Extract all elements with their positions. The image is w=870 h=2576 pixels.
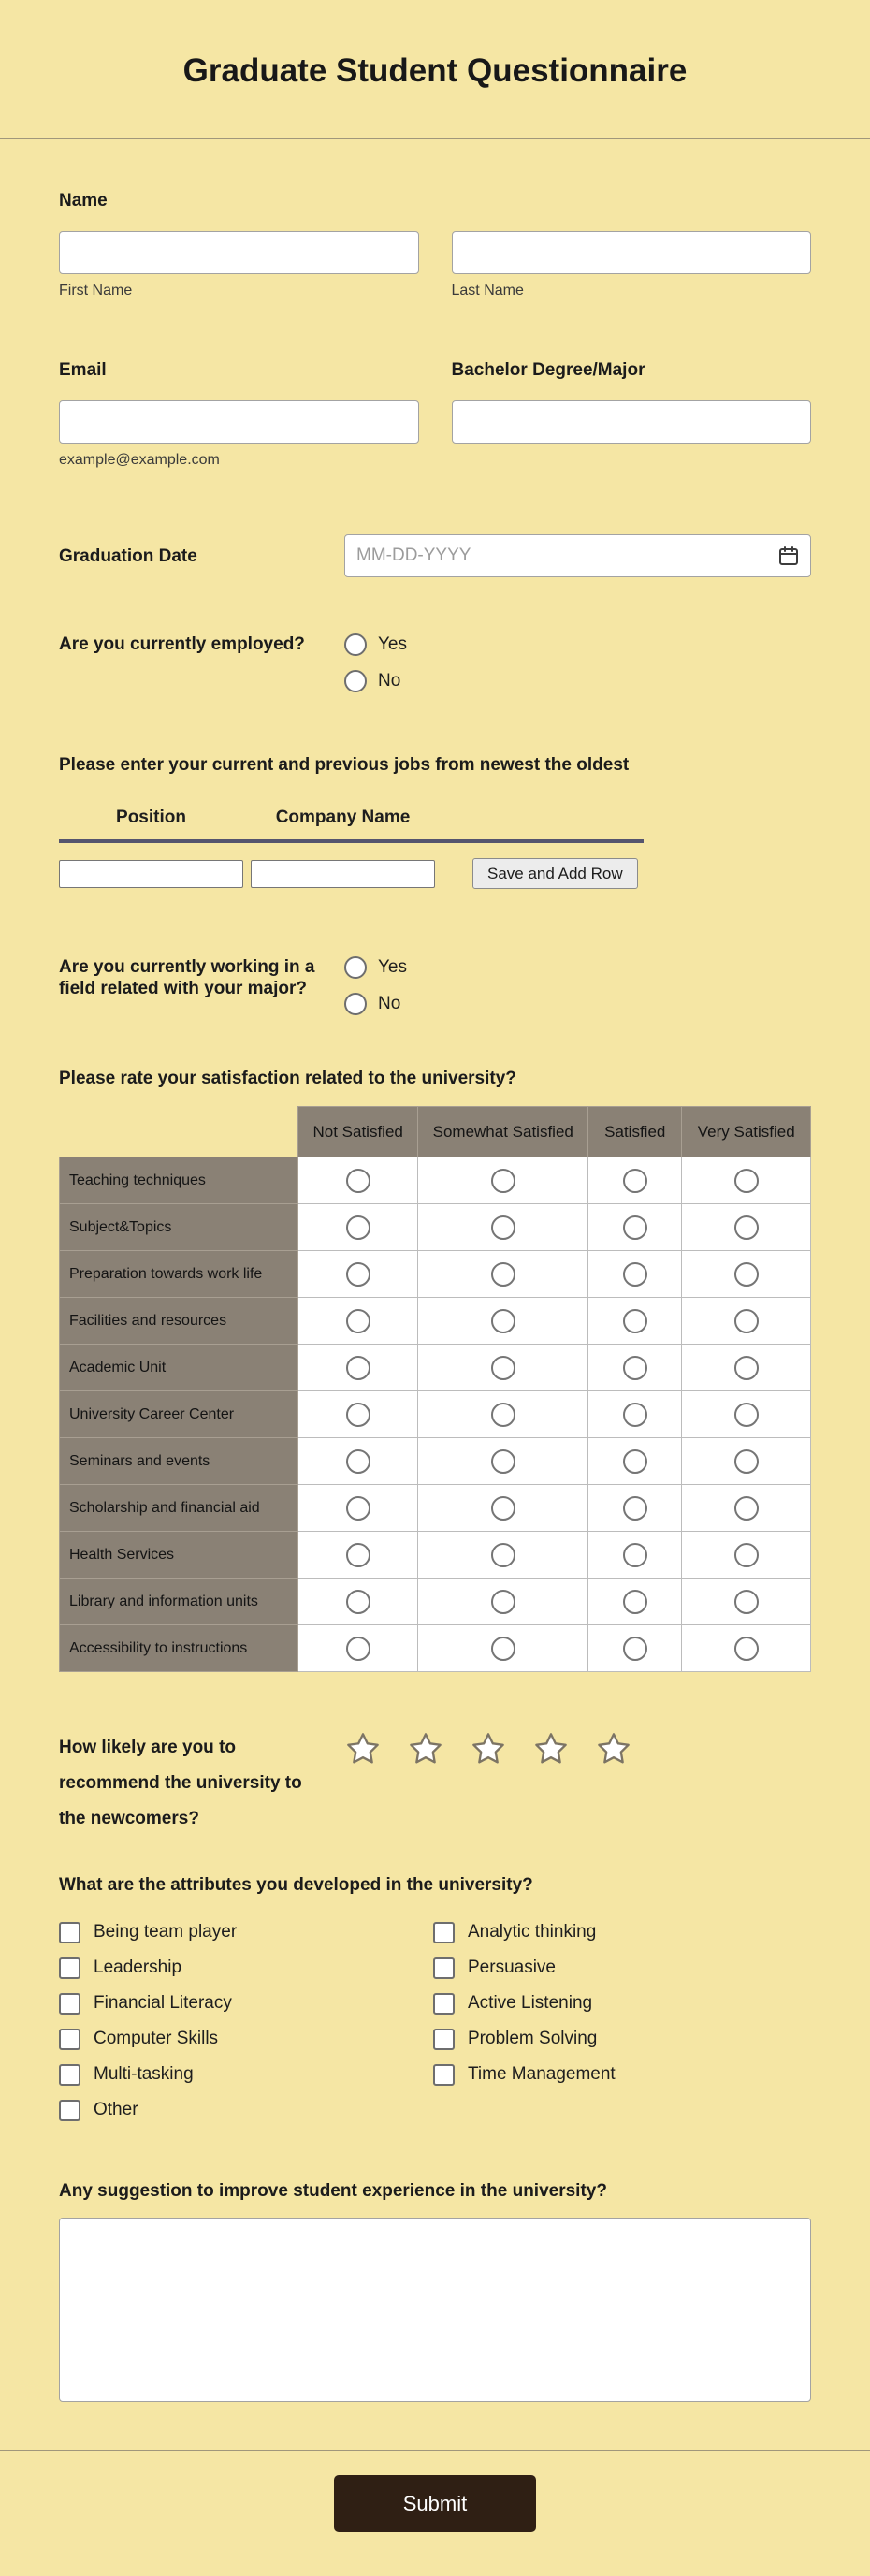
checkbox-label: Computer Skills bbox=[94, 2029, 219, 2048]
last-name-sublabel: Last Name bbox=[451, 283, 524, 298]
matrix-row-label: Health Services bbox=[60, 1532, 298, 1579]
checkbox-label: Financial Literacy bbox=[94, 1993, 232, 2013]
matrix-col-header: Not Satisfied bbox=[297, 1107, 417, 1157]
matrix-row bbox=[60, 1204, 811, 1251]
email-input[interactable] bbox=[59, 400, 419, 444]
matrix-row-label: Preparation towards work life bbox=[60, 1251, 298, 1298]
matrix-cell[interactable] bbox=[418, 1485, 588, 1532]
matrix-radio-icon[interactable] bbox=[491, 1543, 515, 1567]
checkbox-label: Other bbox=[94, 2100, 138, 2119]
graduation-date-label: Graduation Date bbox=[59, 546, 197, 566]
matrix-cell[interactable] bbox=[682, 1579, 811, 1625]
matrix-cell[interactable] bbox=[682, 1438, 811, 1485]
matrix-radio-icon[interactable] bbox=[491, 1356, 515, 1380]
checkbox-icon[interactable] bbox=[59, 2029, 80, 2050]
matrix-cell[interactable] bbox=[418, 1438, 588, 1485]
matrix-cell[interactable] bbox=[418, 1532, 588, 1579]
matrix-row bbox=[60, 1579, 811, 1625]
graduation-date-input[interactable] bbox=[344, 534, 811, 577]
matrix-radio-icon[interactable] bbox=[491, 1449, 515, 1474]
first-name-sublabel: First Name bbox=[59, 283, 133, 298]
radio-icon[interactable] bbox=[344, 633, 367, 656]
checkbox-icon[interactable] bbox=[59, 1993, 80, 2015]
radio-icon[interactable] bbox=[344, 993, 367, 1015]
matrix-cell[interactable] bbox=[682, 1298, 811, 1345]
matrix-cell[interactable] bbox=[682, 1251, 811, 1298]
suggestion-textarea[interactable] bbox=[59, 2218, 811, 2402]
matrix-cell[interactable] bbox=[297, 1298, 417, 1345]
checkbox-icon[interactable] bbox=[59, 1957, 80, 1979]
degree-input[interactable] bbox=[452, 400, 812, 444]
name-label: Name bbox=[59, 191, 108, 211]
matrix-radio-icon[interactable] bbox=[491, 1309, 515, 1333]
employed-options bbox=[344, 633, 407, 692]
checkbox-icon[interactable] bbox=[59, 1922, 80, 1943]
field-related-no-label: No bbox=[378, 994, 401, 1013]
question-recommend bbox=[59, 1730, 811, 1837]
matrix-radio-icon[interactable] bbox=[734, 1356, 759, 1380]
question-field-related bbox=[59, 956, 811, 1015]
checkbox-label: Problem Solving bbox=[468, 2029, 598, 2048]
question-jobs bbox=[59, 754, 811, 889]
matrix-row-label: Scholarship and financial aid bbox=[60, 1485, 298, 1532]
degree-label: Bachelor Degree/Major bbox=[451, 360, 645, 380]
star-icon[interactable] bbox=[344, 1730, 382, 1768]
matrix-col-header: Very Satisfied bbox=[682, 1107, 811, 1157]
matrix-radio-icon[interactable] bbox=[734, 1590, 759, 1614]
radio-icon[interactable] bbox=[344, 670, 367, 692]
form-footer bbox=[0, 2450, 870, 2571]
matrix-radio-icon[interactable] bbox=[346, 1496, 370, 1521]
employed-label: Are you currently employed? bbox=[59, 634, 305, 654]
jobs-company-input[interactable] bbox=[251, 860, 435, 888]
question-employed bbox=[59, 633, 811, 692]
matrix-row-label: University Career Center bbox=[60, 1391, 298, 1438]
matrix-row bbox=[60, 1532, 811, 1579]
matrix-radio-icon[interactable] bbox=[734, 1543, 759, 1567]
matrix-radio-icon[interactable] bbox=[623, 1637, 647, 1661]
matrix-cell[interactable] bbox=[588, 1345, 682, 1391]
matrix-cell[interactable] bbox=[588, 1204, 682, 1251]
checkbox-icon[interactable] bbox=[433, 2064, 455, 2086]
matrix-radio-icon[interactable] bbox=[734, 1309, 759, 1333]
checkbox-icon[interactable] bbox=[433, 1957, 455, 1979]
matrix-radio-icon[interactable] bbox=[346, 1309, 370, 1333]
matrix-cell[interactable] bbox=[588, 1298, 682, 1345]
attributes-column-2 bbox=[433, 1914, 616, 2128]
checkbox-label: Analytic thinking bbox=[468, 1922, 597, 1942]
matrix-cell[interactable] bbox=[418, 1625, 588, 1672]
matrix-cell[interactable] bbox=[588, 1532, 682, 1579]
matrix-radio-icon[interactable] bbox=[623, 1169, 647, 1193]
email-label: Email bbox=[59, 360, 107, 380]
checkbox-option[interactable] bbox=[59, 1914, 433, 1950]
checkbox-icon[interactable] bbox=[59, 2100, 80, 2121]
form-header bbox=[0, 0, 870, 139]
form-content bbox=[0, 139, 870, 2407]
matrix-cell[interactable] bbox=[682, 1345, 811, 1391]
first-name-input[interactable] bbox=[59, 231, 419, 274]
matrix-row bbox=[60, 1625, 811, 1672]
matrix-row bbox=[60, 1391, 811, 1438]
matrix-radio-icon[interactable] bbox=[623, 1262, 647, 1287]
page-title: Graduate Student Questionnaire bbox=[182, 52, 688, 89]
checkbox-label: Persuasive bbox=[468, 1957, 556, 1977]
matrix-row bbox=[60, 1251, 811, 1298]
suggestion-label: Any suggestion to improve student experience in the university? bbox=[59, 2181, 607, 2201]
matrix-radio-icon[interactable] bbox=[491, 1590, 515, 1614]
checkbox-option[interactable] bbox=[433, 1914, 616, 1950]
matrix-cell[interactable] bbox=[418, 1157, 588, 1204]
submit-button[interactable]: Submit bbox=[334, 2475, 536, 2532]
matrix-radio-icon[interactable] bbox=[623, 1309, 647, 1333]
matrix-radio-icon[interactable] bbox=[623, 1215, 647, 1240]
checkbox-icon[interactable] bbox=[433, 1993, 455, 2015]
matrix-radio-icon[interactable] bbox=[734, 1169, 759, 1193]
checkbox-label: Being team player bbox=[94, 1922, 238, 1942]
matrix-cell[interactable] bbox=[418, 1579, 588, 1625]
matrix-row bbox=[60, 1298, 811, 1345]
star-icon[interactable] bbox=[595, 1730, 632, 1768]
matrix-cell[interactable] bbox=[418, 1391, 588, 1438]
matrix-row-label: Library and information units bbox=[60, 1579, 298, 1625]
matrix-row-label: Subject&Topics bbox=[60, 1204, 298, 1251]
star-icon[interactable] bbox=[532, 1730, 570, 1768]
last-name-input[interactable] bbox=[452, 231, 812, 274]
matrix-radio-icon[interactable] bbox=[491, 1637, 515, 1661]
matrix-row-label: Accessibility to instructions bbox=[60, 1625, 298, 1672]
matrix-row bbox=[60, 1485, 811, 1532]
checkbox-label: Leadership bbox=[94, 1957, 182, 1977]
matrix-radio-icon[interactable] bbox=[623, 1356, 647, 1380]
checkbox-option[interactable] bbox=[59, 2092, 433, 2128]
star-icon[interactable] bbox=[470, 1730, 507, 1768]
matrix-cell[interactable] bbox=[682, 1485, 811, 1532]
checkbox-option[interactable] bbox=[433, 1986, 616, 2021]
matrix-cell[interactable] bbox=[588, 1438, 682, 1485]
matrix-cell[interactable] bbox=[588, 1251, 682, 1298]
matrix-cell[interactable] bbox=[418, 1345, 588, 1391]
matrix-row bbox=[60, 1345, 811, 1391]
matrix-cell[interactable] bbox=[682, 1391, 811, 1438]
checkbox-option[interactable] bbox=[59, 2057, 433, 2092]
matrix-radio-icon[interactable] bbox=[623, 1449, 647, 1474]
email-sublabel: example@example.com bbox=[59, 452, 220, 468]
field-related-yes-label: Yes bbox=[378, 957, 407, 977]
matrix-radio-icon[interactable] bbox=[734, 1403, 759, 1427]
matrix-row-label: Academic Unit bbox=[60, 1345, 298, 1391]
checkbox-icon[interactable] bbox=[59, 2064, 80, 2086]
question-email-degree bbox=[59, 359, 811, 469]
checkbox-option[interactable] bbox=[433, 2021, 616, 2057]
jobs-col-company: Company Name bbox=[275, 808, 411, 827]
question-name bbox=[59, 190, 811, 299]
matrix-row bbox=[60, 1157, 811, 1204]
checkbox-label: Time Management bbox=[468, 2064, 616, 2084]
field-related-options bbox=[344, 956, 407, 1015]
matrix-label: Please rate your satisfaction related to the university? bbox=[59, 1069, 516, 1088]
matrix-radio-icon[interactable] bbox=[491, 1496, 515, 1521]
jobs-col-position: Position bbox=[116, 808, 186, 827]
matrix-cell[interactable] bbox=[682, 1625, 811, 1672]
matrix-cell[interactable] bbox=[297, 1579, 417, 1625]
matrix-radio-icon[interactable] bbox=[491, 1262, 515, 1287]
satisfaction-matrix bbox=[59, 1106, 811, 1672]
matrix-radio-icon[interactable] bbox=[491, 1169, 515, 1193]
matrix-cell[interactable] bbox=[588, 1625, 682, 1672]
matrix-cell[interactable] bbox=[588, 1579, 682, 1625]
employed-option-no[interactable] bbox=[344, 670, 407, 692]
matrix-cell[interactable] bbox=[682, 1532, 811, 1579]
matrix-row-label: Teaching techniques bbox=[60, 1157, 298, 1204]
attributes-column-1 bbox=[59, 1914, 433, 2128]
matrix-radio-icon[interactable] bbox=[623, 1403, 647, 1427]
star-icon[interactable] bbox=[407, 1730, 444, 1768]
matrix-corner-cell bbox=[60, 1107, 298, 1157]
checkbox-option[interactable] bbox=[59, 1950, 433, 1986]
matrix-radio-icon[interactable] bbox=[346, 1215, 370, 1240]
checkbox-option[interactable] bbox=[59, 2021, 433, 2057]
matrix-cell[interactable] bbox=[682, 1204, 811, 1251]
field-related-label: Are you currently working in a field related with your major? bbox=[59, 957, 315, 998]
employed-no-label: No bbox=[378, 671, 401, 691]
matrix-col-header: Satisfied bbox=[588, 1107, 682, 1157]
matrix-radio-icon[interactable] bbox=[346, 1403, 370, 1427]
checkbox-label: Active Listening bbox=[468, 1993, 593, 2013]
matrix-cell[interactable] bbox=[682, 1157, 811, 1204]
matrix-radio-icon[interactable] bbox=[734, 1262, 759, 1287]
matrix-cell[interactable] bbox=[297, 1532, 417, 1579]
save-add-row-button[interactable]: Save and Add Row bbox=[472, 858, 638, 889]
checkbox-option[interactable] bbox=[59, 1986, 433, 2021]
matrix-radio-icon[interactable] bbox=[346, 1169, 370, 1193]
star-rating bbox=[344, 1730, 632, 1768]
matrix-cell[interactable] bbox=[418, 1251, 588, 1298]
matrix-row-label: Seminars and events bbox=[60, 1438, 298, 1485]
matrix-cell[interactable] bbox=[418, 1298, 588, 1345]
jobs-label: Please enter your current and previous jobs from newest the oldest bbox=[59, 755, 630, 775]
matrix-cell[interactable] bbox=[588, 1157, 682, 1204]
matrix-radio-icon[interactable] bbox=[346, 1262, 370, 1287]
matrix-radio-icon[interactable] bbox=[346, 1356, 370, 1380]
matrix-radio-icon[interactable] bbox=[623, 1496, 647, 1521]
question-graduation-date bbox=[59, 534, 811, 577]
jobs-table-row bbox=[59, 858, 644, 889]
jobs-position-input[interactable] bbox=[59, 860, 243, 888]
matrix-cell[interactable] bbox=[418, 1204, 588, 1251]
attributes-options bbox=[59, 1914, 811, 2128]
matrix-radio-icon[interactable] bbox=[346, 1637, 370, 1661]
attributes-label: What are the attributes you developed in the university? bbox=[59, 1875, 533, 1895]
matrix-radio-icon[interactable] bbox=[623, 1543, 647, 1567]
matrix-cell[interactable] bbox=[297, 1157, 417, 1204]
checkbox-icon[interactable] bbox=[433, 2029, 455, 2050]
matrix-cell[interactable] bbox=[297, 1438, 417, 1485]
checkbox-icon[interactable] bbox=[433, 1922, 455, 1943]
matrix-cell[interactable] bbox=[297, 1391, 417, 1438]
matrix-radio-icon[interactable] bbox=[734, 1637, 759, 1661]
matrix-radio-icon[interactable] bbox=[734, 1449, 759, 1474]
matrix-cell[interactable] bbox=[297, 1251, 417, 1298]
matrix-radio-icon[interactable] bbox=[491, 1215, 515, 1240]
matrix-radio-icon[interactable] bbox=[623, 1590, 647, 1614]
jobs-table-headers bbox=[59, 808, 644, 843]
matrix-radio-icon[interactable] bbox=[734, 1496, 759, 1521]
matrix-row-label: Facilities and resources bbox=[60, 1298, 298, 1345]
matrix-cell[interactable] bbox=[297, 1625, 417, 1672]
matrix-cell[interactable] bbox=[588, 1391, 682, 1438]
question-satisfaction-matrix bbox=[59, 1068, 811, 1672]
matrix-cell[interactable] bbox=[297, 1345, 417, 1391]
recommend-label: How likely are you to recommend the university to the newcomers? bbox=[59, 1738, 302, 1828]
matrix-row bbox=[60, 1438, 811, 1485]
jobs-table bbox=[59, 808, 644, 889]
radio-icon[interactable] bbox=[344, 956, 367, 979]
matrix-radio-icon[interactable] bbox=[346, 1590, 370, 1614]
field-related-option-no[interactable] bbox=[344, 993, 407, 1015]
matrix-radio-icon[interactable] bbox=[734, 1215, 759, 1240]
matrix-col-header: Somewhat Satisfied bbox=[418, 1107, 588, 1157]
matrix-radio-icon[interactable] bbox=[491, 1403, 515, 1427]
question-suggestion bbox=[59, 2180, 811, 2407]
employed-option-yes[interactable] bbox=[344, 633, 407, 656]
matrix-radio-icon[interactable] bbox=[346, 1449, 370, 1474]
matrix-cell[interactable] bbox=[297, 1485, 417, 1532]
checkbox-option[interactable] bbox=[433, 2057, 616, 2092]
checkbox-label: Multi-tasking bbox=[94, 2064, 194, 2084]
checkbox-option[interactable] bbox=[433, 1950, 616, 1986]
calendar-icon[interactable] bbox=[777, 545, 800, 572]
employed-yes-label: Yes bbox=[378, 634, 407, 654]
question-attributes bbox=[59, 1874, 811, 2128]
matrix-cell[interactable] bbox=[297, 1204, 417, 1251]
matrix-cell[interactable] bbox=[588, 1485, 682, 1532]
field-related-option-yes[interactable] bbox=[344, 956, 407, 979]
matrix-radio-icon[interactable] bbox=[346, 1543, 370, 1567]
